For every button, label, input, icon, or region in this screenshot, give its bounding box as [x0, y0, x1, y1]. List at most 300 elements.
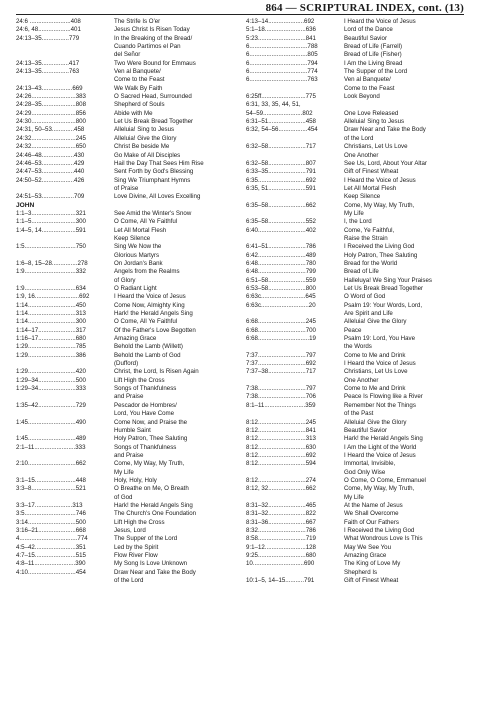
scripture-reference: 3:5..............................746 — [16, 510, 86, 518]
hymn-title: Lift High the Cross — [114, 518, 165, 526]
index-entry — [16, 210, 232, 218]
index-entry — [246, 368, 464, 376]
hymn-title: Peace — [344, 326, 362, 334]
index-entry — [16, 377, 232, 385]
hymn-title: Come Now, and Praise the — [114, 418, 188, 426]
index-entry — [246, 101, 464, 109]
hymn-title: O Come, O Come, Emmanuel — [344, 476, 426, 484]
hymn-title: Holy, Holy, Holy — [114, 476, 157, 484]
hymn-title: Immortal, Invisible, — [344, 460, 396, 468]
scripture-reference: 24:32..........................650 — [16, 143, 86, 151]
index-entry — [246, 260, 464, 268]
index-entry — [16, 544, 232, 552]
index-entry — [246, 202, 464, 210]
scripture-reference — [246, 310, 344, 318]
scripture-reference — [246, 410, 344, 418]
scripture-reference: 1:29............................785 — [16, 343, 86, 351]
index-entry — [16, 135, 232, 143]
scripture-reference: 6..................................788 — [246, 43, 318, 51]
hymn-title: Flow River Flow — [114, 552, 158, 559]
scripture-reference — [16, 410, 114, 418]
index-entry — [246, 185, 464, 193]
scripture-reference: 4:10............................454 — [16, 568, 86, 576]
hymn-title: Christians, Let Us Love — [344, 143, 408, 151]
scripture-reference: 4:5–42........................351 — [16, 543, 86, 551]
index-entry — [16, 569, 232, 577]
index-entry — [16, 160, 232, 168]
hymn-title: Gift of Finest Wheat — [344, 577, 399, 585]
scripture-reference: 1:29–34......................333 — [16, 385, 86, 393]
scripture-reference: 6..................................805 — [246, 51, 318, 59]
hymn-title: O Come, All Ye Faithful — [114, 218, 178, 226]
hymn-title: Angels from the Realms — [114, 268, 180, 276]
hymn-title: Peace Is Flowing like a River — [344, 393, 423, 401]
index-entry — [246, 402, 464, 410]
scripture-reference: 5:1–18........................636 — [246, 26, 316, 34]
hymn-title: See Us, Lord, About Your Altar — [344, 159, 427, 167]
index-entry — [16, 285, 232, 293]
hymn-title: of the Lord — [114, 577, 144, 585]
scripture-reference: 1:1–5..........................300 — [16, 218, 86, 226]
hymn-title: Let All Mortal Flesh — [114, 226, 167, 234]
index-entry — [16, 452, 232, 460]
hymn-title: Alleluia! Sing to Jesus — [344, 118, 405, 126]
hymn-title: Alleluia! Give the Glory — [344, 418, 407, 426]
scripture-reference: 24:30..........................800 — [16, 118, 86, 126]
hymn-title: Come, My Way, My Truth, — [344, 201, 415, 209]
hymn-title: of Glory — [114, 276, 136, 284]
hymn-title: Come, My Way, My Truth, — [114, 460, 185, 468]
section-heading: JOHN — [16, 201, 35, 209]
index-entry — [246, 268, 464, 276]
hymn-title: Look Beyond — [344, 93, 380, 101]
index-entry — [246, 485, 464, 493]
scripture-reference: 1:29–34......................500 — [16, 376, 86, 384]
hymn-title: My Life — [344, 493, 364, 501]
hymn-title: Songs of Thankfulness — [114, 385, 177, 393]
index-entry — [16, 227, 232, 235]
scripture-reference: 6..................................763 — [246, 76, 318, 84]
scripture-reference: 6:32, 54–56.................454 — [246, 126, 318, 134]
index-entry — [16, 185, 232, 193]
scripture-reference: 8:12............................245 — [246, 418, 316, 426]
scripture-reference: 24:13–35................417 — [16, 59, 80, 67]
index-entry — [16, 427, 232, 435]
index-entry — [246, 60, 464, 68]
hymn-title: I Received the Living God — [344, 243, 415, 251]
index-entry — [16, 494, 232, 502]
index-entry — [16, 51, 232, 59]
scripture-reference: 6:35–58......................662 — [246, 201, 316, 209]
hymn-title: Go Make of All Disciples — [114, 151, 181, 159]
scripture-reference — [246, 135, 344, 143]
scripture-reference — [16, 360, 114, 368]
index-entry — [246, 177, 464, 185]
hymn-title: Psalm 19: Lord, You Have — [344, 335, 416, 343]
index-entry — [246, 252, 464, 260]
scripture-reference: 24:28–35....................808 — [16, 101, 86, 109]
index-entry — [246, 318, 464, 326]
index-entry — [246, 552, 464, 560]
scripture-reference: 4:7–15........................515 — [16, 552, 86, 559]
index-entry — [246, 235, 464, 243]
index-entry — [246, 193, 464, 201]
scripture-reference: 8:12............................630 — [246, 443, 316, 451]
scripture-reference: 8:12............................594 — [246, 460, 316, 468]
hymn-title: Alleluia! Give the Glory — [114, 134, 177, 142]
index-entry — [16, 68, 232, 76]
hymn-title: Let Us Break Bread Together — [344, 285, 424, 292]
index-entry — [16, 268, 232, 276]
scripture-reference: 1:14............................450 — [16, 301, 86, 309]
scripture-reference: 1:6–8, 15–28...............278 — [16, 259, 88, 267]
scripture-reference — [246, 469, 344, 477]
scripture-reference: 9:25............................680 — [246, 552, 316, 559]
hymn-title: One Another — [344, 376, 379, 384]
index-entry — [246, 435, 464, 443]
hymn-title: Shepherd of Souls — [114, 101, 165, 109]
index-entry — [246, 51, 464, 59]
index-entry — [246, 452, 464, 460]
scripture-reference — [16, 577, 114, 585]
scripture-reference: 7:37............................692 — [246, 360, 316, 368]
hymn-title: Faith of Our Fathers — [344, 518, 399, 526]
hymn-title: Hark! the Herald Angels Sing — [344, 435, 423, 443]
index-entry — [16, 101, 232, 109]
scripture-reference: 24:13–35................779 — [16, 34, 80, 42]
scripture-reference: 3:1–15........................448 — [16, 476, 86, 484]
scripture-reference — [16, 469, 114, 477]
hymn-title: Psalm 19: Your Words, Lord, — [344, 301, 423, 309]
hymn-title: Draw Near and Take the Body — [114, 568, 196, 576]
index-entry — [16, 126, 232, 134]
hymn-title: The Church's One Foundation — [114, 510, 197, 518]
hymn-title: and Praise — [114, 393, 144, 401]
scripture-reference: 8:1–11........................359 — [246, 401, 316, 409]
scripture-reference: 8:12, 32......................662 — [246, 485, 316, 493]
scripture-reference — [246, 210, 344, 218]
index-entry — [246, 469, 464, 477]
index-entry — [246, 126, 464, 134]
hymn-title: I, the Lord — [344, 218, 372, 226]
index-entry — [16, 460, 232, 468]
hymn-title — [344, 101, 464, 109]
scripture-reference: 6:53–58......................800 — [246, 285, 316, 292]
scripture-reference: 1:45............................490 — [16, 418, 86, 426]
hymn-title: Sing We Triumphant Hymns — [114, 176, 191, 184]
scripture-reference — [246, 85, 344, 93]
scripture-reference: 6:51–58......................559 — [246, 276, 316, 284]
hymn-title: Behold the Lamb of God — [114, 351, 181, 359]
index-entry — [246, 110, 464, 118]
index-entry — [16, 260, 232, 268]
scripture-reference: 6:32–58......................717 — [246, 143, 316, 151]
scripture-reference: 6:68..............................19 — [246, 335, 316, 343]
scripture-reference: 6:31–51......................458 — [246, 118, 316, 126]
index-entry — [16, 577, 232, 585]
scripture-reference: 54–59.......................802 — [246, 109, 313, 117]
hymn-title: I Heard the Voice of Jesus — [114, 293, 186, 301]
hymn-title: God Only Wise — [344, 468, 386, 476]
scripture-reference: 24:51–53...................709 — [16, 193, 85, 201]
scripture-reference — [16, 393, 114, 401]
hymn-title: I Am the Living Bread — [344, 59, 403, 67]
hymn-title: Cuando Partimos el Pan — [114, 43, 181, 51]
index-entry — [246, 360, 464, 368]
index-entry — [246, 335, 464, 343]
index-entry — [16, 43, 232, 51]
hymn-title: of God — [114, 493, 133, 501]
scripture-reference: 24:46–48...................430 — [16, 151, 85, 159]
hymn-title: What Wondrous Love Is This — [344, 535, 423, 543]
index-entry — [246, 218, 464, 226]
scripture-reference: 8:12............................692 — [246, 451, 316, 459]
index-entry — [246, 277, 464, 285]
scripture-reference: 6..................................794 — [246, 59, 318, 67]
hymn-title: O Radiant Light — [114, 285, 157, 292]
hymn-title: The Supper of the Lord — [344, 68, 408, 76]
index-entry — [16, 368, 232, 376]
index-entry — [246, 385, 464, 393]
hymn-title: I Heard the Voice of Jesus — [344, 360, 416, 368]
index-entry — [246, 93, 464, 101]
hymn-title: of the Past — [344, 410, 374, 418]
index-entry — [246, 152, 464, 160]
scripture-reference: 3:3–17......................313 — [16, 501, 83, 509]
index-entry — [16, 110, 232, 118]
hymn-title: Come to the Feast — [344, 84, 395, 92]
scripture-reference: 1:4–5, 14....................591 — [16, 226, 86, 234]
hymn-title: Let All Mortal Flesh — [344, 184, 397, 192]
scripture-reference — [246, 569, 344, 577]
hymn-title: Keep Silence — [114, 234, 151, 242]
index-entry — [246, 352, 464, 360]
header-rule — [16, 14, 464, 15]
hymn-title: Remember Not the Things — [344, 401, 416, 409]
scripture-reference: 24:47–53...................440 — [16, 168, 85, 176]
hymn-title: Draw Near and Take the Body — [344, 126, 426, 134]
index-entry — [246, 494, 464, 502]
hymn-title: Come, Ye Faithful, — [344, 226, 395, 234]
index-entry — [246, 302, 464, 310]
scripture-reference: 1:29............................420 — [16, 368, 86, 376]
scripture-reference: 7:38............................706 — [246, 393, 316, 401]
hymn-title: I Received the Living God — [344, 526, 415, 534]
scripture-reference — [246, 193, 344, 201]
hymn-title: One Love Released — [344, 109, 399, 117]
index-entry — [16, 560, 232, 568]
index-entry — [16, 310, 232, 318]
index-entry — [16, 302, 232, 310]
hymn-title: We Shall Overcome — [344, 510, 399, 518]
index-entry — [16, 510, 232, 518]
index-entry — [16, 402, 232, 410]
hymn-title: Behold the Lamb (Willett) — [114, 343, 183, 351]
hymn-title: Come to Me and Drink — [344, 385, 406, 393]
index-entry — [246, 18, 464, 26]
index-entry — [16, 360, 232, 368]
hymn-title: of the Lord — [344, 134, 374, 142]
scripture-reference: 8:12............................274 — [246, 476, 316, 484]
scripture-reference: 1:9..............................634 — [16, 285, 86, 292]
index-entry — [16, 502, 232, 510]
hymn-title: Hark! the Herald Angels Sing — [114, 501, 193, 509]
index-entry — [16, 535, 232, 543]
index-entry — [16, 352, 232, 360]
scripture-reference: 24:26..........................383 — [16, 93, 86, 101]
index-entry — [16, 152, 232, 160]
scripture-reference: 4:13–14.....................692 — [246, 18, 315, 25]
page-header: 864 — SCRIPTURAL INDEX, cont. (13) — [265, 2, 464, 14]
scripture-reference — [16, 427, 114, 435]
scripture-reference — [246, 343, 344, 351]
hymn-title: O Breathe on Me, O Breath — [114, 485, 189, 493]
hymn-title: Beautiful Savior — [344, 426, 388, 434]
scripture-reference: 1:14............................300 — [16, 318, 86, 326]
scripture-reference: 7:37............................797 — [246, 351, 316, 359]
scripture-reference: 1:14–17......................317 — [16, 326, 86, 334]
hymn-title: On Jordan's Bank — [114, 259, 163, 267]
hymn-title: and Praise — [114, 451, 144, 459]
scripture-reference: 1:14............................313 — [16, 310, 86, 318]
hymn-title: Jesus, Lord — [114, 526, 146, 534]
scripture-reference: 1:45............................489 — [16, 435, 86, 443]
index-entry — [246, 43, 464, 51]
hymn-title: Hark! the Herald Angels Sing — [114, 310, 193, 318]
scripture-reference: 6:35–58......................552 — [246, 218, 316, 226]
index-entry — [246, 527, 464, 535]
hymn-title: of Praise — [114, 184, 139, 192]
hymn-title: See Amid the Winter's Snow — [114, 209, 192, 217]
scripture-reference: 24:13–35................763 — [16, 68, 80, 76]
index-entry — [246, 143, 464, 151]
index-entry — [246, 410, 464, 418]
scripture-reference: 24:13–43..................669 — [16, 84, 83, 92]
hymn-title: Songs of Thankfulness — [114, 443, 177, 451]
hymn-title: Alleluia! Give the Glory — [344, 318, 407, 326]
scripture-reference — [16, 452, 114, 460]
scripture-reference: 6..................................774 — [246, 68, 318, 76]
scripture-reference: 6:68............................245 — [246, 318, 316, 326]
hymn-title: Are Spirit and Life — [344, 310, 393, 318]
index-entry — [16, 393, 232, 401]
index-entry — [246, 519, 464, 527]
scripture-reference: 8:12............................841 — [246, 426, 316, 434]
hymn-title: The King of Love My — [344, 560, 401, 568]
hymn-title: I Am the Light of the World — [344, 443, 417, 451]
scripture-reference: 1:35–42......................729 — [16, 401, 86, 409]
hymn-title: Bread of Life (Fisher) — [344, 51, 402, 59]
hymn-title: Holy Patron, Thee Saluting — [344, 251, 418, 259]
index-entry — [246, 502, 464, 510]
hymn-title: (Dufford) — [114, 360, 139, 368]
hymn-title: Lift High the Cross — [114, 376, 165, 384]
hymn-title: Shepherd Is — [344, 568, 378, 576]
index-entry — [246, 577, 464, 585]
scripture-reference: 6:63c............................20 — [246, 301, 316, 309]
hymn-title: Two Were Bound for Emmaus — [114, 59, 196, 67]
scripture-reference: 6:32–58......................807 — [246, 159, 316, 167]
scripture-reference: 8:31–36......................667 — [246, 518, 316, 526]
index-entry — [16, 193, 232, 201]
hymn-title: Alleluia! Sing to Jesus — [114, 126, 175, 134]
hymn-title: I Heard the Voice of Jesus — [344, 451, 416, 459]
hymn-title: Raise the Strain — [344, 234, 388, 242]
index-entry — [16, 168, 232, 176]
scripture-reference: 6:68............................700 — [246, 326, 316, 334]
hymn-title: Jesus Christ Is Risen Today — [114, 26, 190, 34]
hymn-title: Sent Forth by God's Blessing — [114, 168, 194, 176]
scripture-reference: 6:25ff..........................775 — [246, 93, 316, 101]
scripture-reference — [16, 235, 114, 243]
index-entry — [16, 85, 232, 93]
hymn-title: Let Us Break Bread Together — [114, 118, 194, 126]
hymn-title: Of the Father's Love Begotten — [114, 326, 196, 334]
hymn-title: Lord, You Have Come — [114, 410, 175, 418]
scripture-reference — [246, 235, 344, 243]
hymn-title: Glorious Martyrs — [114, 251, 160, 259]
hymn-title: One Another — [344, 151, 379, 159]
hymn-title: Come, My Way, My Truth, — [344, 485, 415, 493]
hymn-title: In the Breaking of the Bread/ — [114, 34, 193, 42]
index-entry — [246, 477, 464, 485]
hymn-title: I Heard the Voice of Jesus — [344, 176, 416, 184]
hymn-title: the Words — [344, 343, 372, 351]
index-entry — [246, 227, 464, 235]
index-entry — [246, 343, 464, 351]
index-entry — [16, 235, 232, 243]
index-entry — [16, 218, 232, 226]
index-entry — [246, 68, 464, 76]
index-entry — [16, 277, 232, 285]
hymn-title: O Come, All Ye Faithful — [114, 318, 178, 326]
scripture-reference: 6:35, 51......................591 — [246, 184, 316, 192]
hymn-title: At the Name of Jesus — [344, 501, 403, 509]
hymn-title: May We See You — [344, 543, 391, 551]
hymn-title: The Supper of the Lord — [114, 535, 178, 543]
index-entry — [16, 327, 232, 335]
index-entry — [246, 560, 464, 568]
scripture-reference — [16, 252, 114, 260]
scripture-reference: 1:16–17......................680 — [16, 335, 86, 343]
index-entry — [246, 427, 464, 435]
index-entry — [246, 85, 464, 93]
index-entry — [246, 293, 464, 301]
scripture-reference: 6:41–51......................786 — [246, 243, 316, 251]
index-entry — [16, 93, 232, 101]
scripture-reference — [16, 76, 114, 84]
index-entry — [246, 285, 464, 293]
index-entry — [246, 210, 464, 218]
scripture-reference: 6:48............................799 — [246, 268, 316, 276]
index-entry — [246, 444, 464, 452]
hymn-title: Hail the Day That Sees Him Rise — [114, 159, 204, 167]
index-entry — [16, 318, 232, 326]
hymn-title: Keep Silence — [344, 193, 381, 201]
index-entry — [16, 26, 232, 34]
index-entry — [246, 510, 464, 518]
index-entry — [246, 544, 464, 552]
hymn-title: Amazing Grace — [344, 552, 387, 559]
index-entry — [246, 135, 464, 143]
right-column — [246, 18, 464, 585]
hymn-title: We Walk By Faith — [114, 84, 163, 92]
scripture-reference — [16, 185, 114, 193]
scripture-reference: 24:6, 48...................401 — [16, 26, 81, 34]
index-entry — [16, 419, 232, 427]
hymn-title: My Life — [344, 209, 364, 217]
hymn-title: Ven al Banquete/ — [114, 68, 161, 76]
